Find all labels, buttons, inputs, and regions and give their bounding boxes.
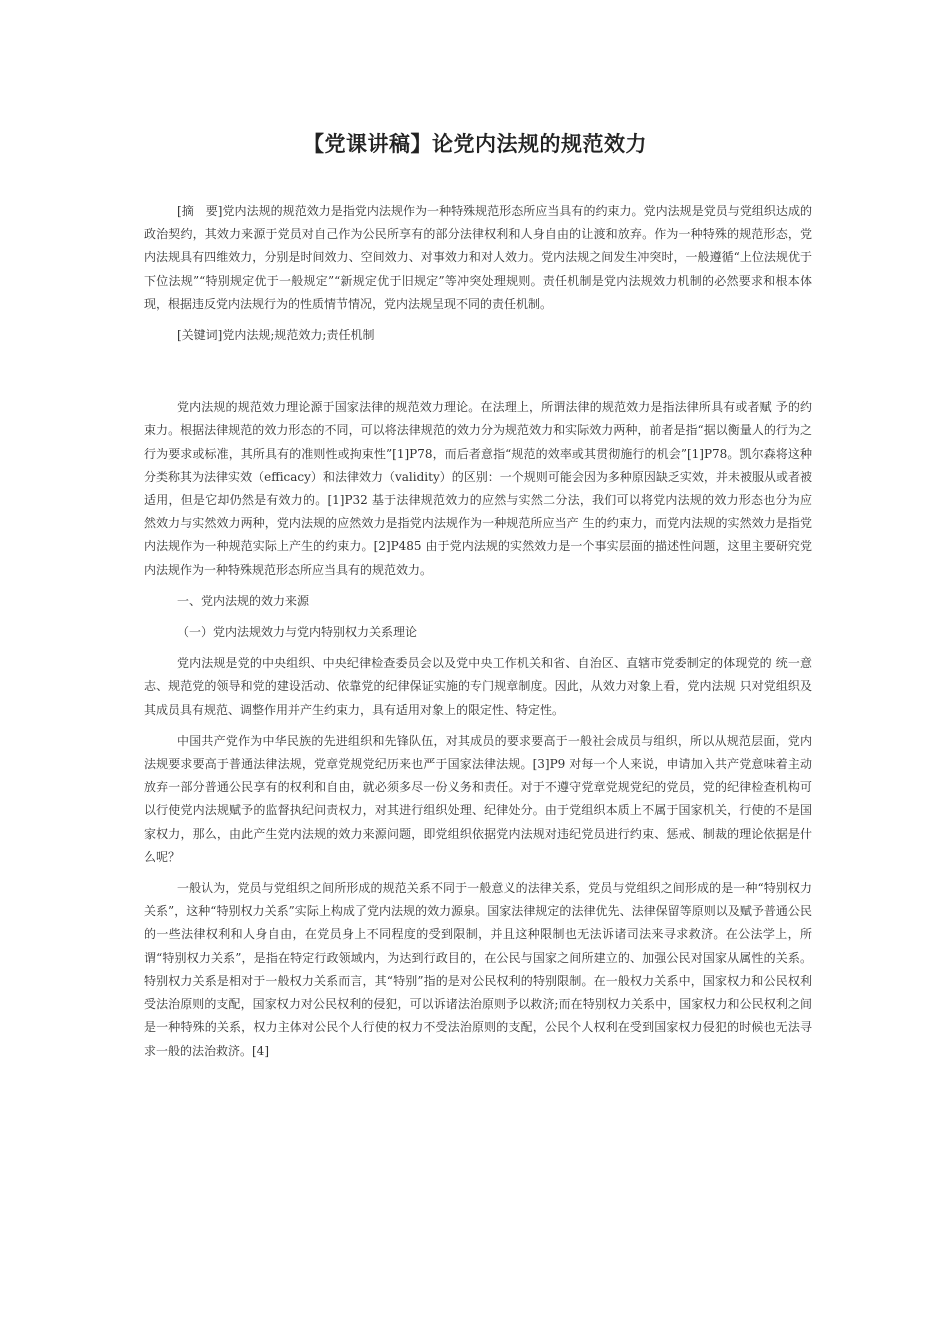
document-body	[144, 200, 812, 1063]
body-paragraph-3: 一般认为，党员与党组织之间所形成的规范关系不同于一般意义的法律关系，党员与党组织之间形成的是一种“特别权力关系”，这种“特别权力关系”实际上构成了党内法规的效力源泉。国家法律规定的法律优先、法律保留等原则以及赋予普通公民的一些法律权利和人身自由，在党员身上不同程度的受到限制，并且这种限制也无法诉诸司法来寻求救济。在公法学上，所谓“特别权力关系”，是指在特定行政领域内，为达到行政目的，在公民与国家之间所建立的、加强公民对国家从属性的关系。特别权力关系是相对于一般权力关系而言，其“特别”指的是对公民权利的特别限制。在一般权力关系中，国家权力和公民权利受法治原则的支配，国家权力对公民权利的侵犯，可以诉诸法治原则予以救济;而在特别权力关系中，国家权力和公民权利之间是一种特殊的关系，权力主体对公民个人行使的权力不受法治原则的支配，公民个人权利在受到国家权力侵犯的时候也无法寻求一般的法治救济。[4]	[144, 881, 812, 1058]
intro-paragraph: 党内法规的规范效力理论源于国家法律的规范效力理论。在法理上，所谓法律的规范效力是指法律所具有或者赋 予的约束力。根据法律规范的效力形态的不同，可以将法律规范的效力分为规范效力和实际效力两种，前者是指“据以衡量人的行为之行为要求或标准，其所具有的准则性或拘束性”[1]P78，而后者意指“规范的效率或其贯彻施行的机会”[1]P78。凯尔森将这种分类称其为法律实效（efficacy）和法律效力（validity）的区别：一个规则可能会因为多种原因缺乏实效，并未被服从或者被适用，但是它却仍然是有效力的。[1]P32 基于法律规范效力的应然与实然二分法，我们可以将党内法规的效力形态也分为应然效力与实然效力两种，党内法规的应然效力是指党内法规作为一种规范所应当产 生的约束力，而党内法规的实然效力是指党内法规作为一种规范实际上产生的约束力。[2]P485 由于党内法规的实然效力是一个事实层面的描述性问题，这里主要研究党内法规作为一种特殊规范形态所应当具有的规范效力。	[144, 400, 812, 577]
subsection-heading: （一）党内法规效力与党内特别权力关系理论	[177, 625, 418, 640]
body-paragraph-1: 党内法规是党的中央组织、中央纪律检查委员会以及党中央工作机关和省、自治区、直辖市党委制定的体现党的 统一意志、规范党的领导和党的建设活动、依靠党的纪律保证实施的专门规章制度。因此，从效力对象上看，党内法规 只对党组织及其成员具有规范、调整作用并产生约束力，具有适用对象上的限定性、特定性。	[144, 656, 812, 717]
document-title: 【党课讲稿】论党内法规的规范效力	[303, 132, 647, 156]
abstract-paragraph: [摘 要]党内法规的规范效力是指党内法规作为一种特殊规范形态所应当具有的约束力。党内法规是党员与党组织达成的政治契约，其效力来源于党员对自己作为公民所享有的部分法律权利和人身自由的让渡和放弃。作为一种特殊的规范形态，党内法规具有四维效力，分别是时间效力、空间效力、对事效力和对人效力。党内法规之间发生冲突时，一般遵循“上位法规优于下位法规”“特别规定优于一般规定”“新规定优于旧规定”等冲突处理规则。责任机制是党内法规效力机制的必然要求和根本体现，根据违反党内法规行为的性质情节情况，党内法规呈现不同的责任机制。	[144, 204, 812, 311]
body-paragraph-2: 中国共产党作为中华民族的先进组织和先锋队伍，对其成员的要求要高于一般社会成员与组织，所以从规范层面，党内法规要求要高于普通法律法规，党章党规党纪历来也严于国家法律法规。[3]P9 对每一个人来说，申请加入共产党意味着主动放弃一部分普通公民享有的权利和自由，就必须多尽一份义务和责任。对于不遵守党章党规党纪的党员，党的纪律检查机构可以行使党内法规赋予的监督执纪问责权力，对其进行组织处理、纪律处分。由于党组织本质上不属于国家机关，行使的不是国家权力，那么，由此产生党内法规的效力来源问题，即党组织依据党内法规对违纪党员进行约束、惩戒、制裁的理论依据是什么呢？	[144, 733, 812, 864]
section-heading: 一、党内法规的效力来源	[177, 593, 310, 608]
keywords-paragraph: [关键词]党内法规;规范效力;责任机制	[177, 328, 375, 343]
